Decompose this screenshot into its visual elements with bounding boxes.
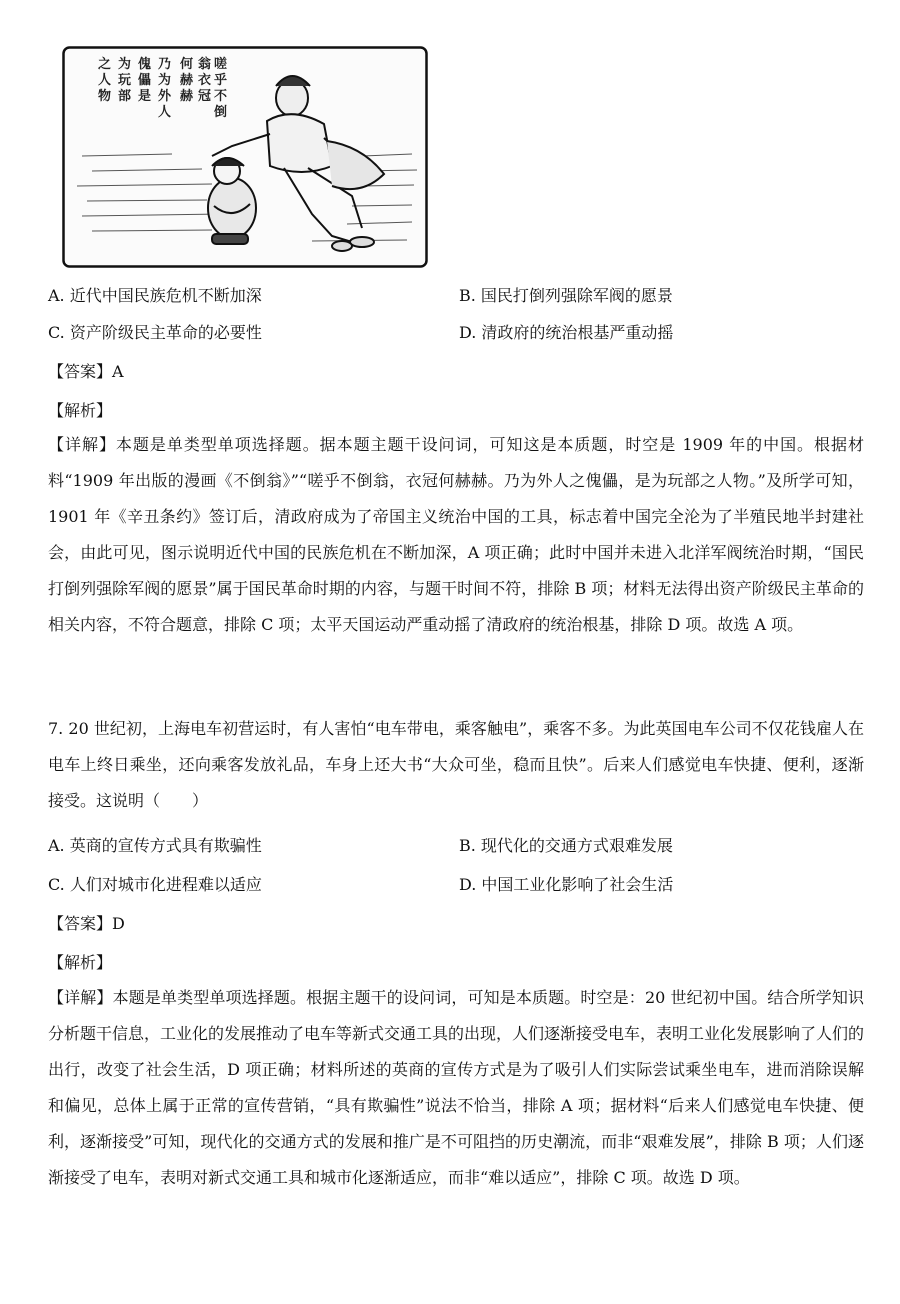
svg-text:翁: 翁 — [198, 57, 212, 72]
q7-answer: 【答案】D — [48, 914, 125, 933]
svg-text:乎: 乎 — [214, 73, 228, 88]
q7-stem: 7. 20 世纪初，上海电车初营运时，有人害怕“电车带电，乘客触电”，乘客不多。为此英国电车公司不仅花钱雇人在电车上终日乘坐，还向乘客发放礼品，车身上还大书“大众可坐，稳而且快”。后来人们感觉电车快捷、便利，逐渐接受。这说明（ ） — [48, 719, 864, 810]
q6-option-a: A. 近代中国民族危机不断加深 — [48, 286, 262, 305]
svg-text:部: 部 — [118, 89, 132, 104]
svg-text:倒: 倒 — [214, 105, 228, 120]
svg-text:傀: 傀 — [138, 57, 152, 72]
svg-text:玩: 玩 — [118, 73, 132, 88]
svg-text:为: 为 — [158, 73, 172, 88]
q7-option-b: B. 现代化的交通方式艰难发展 — [459, 836, 673, 855]
svg-text:衣: 衣 — [198, 73, 212, 88]
q7-options-row-2 — [48, 872, 868, 902]
q6-options-row-2 — [48, 320, 868, 350]
q6-answer: 【答案】A — [48, 362, 124, 381]
q7-option-d: D. 中国工业化影响了社会生活 — [459, 875, 674, 894]
svg-text:人: 人 — [158, 105, 172, 120]
svg-text:是: 是 — [138, 89, 152, 104]
q6-options-row-1 — [48, 283, 868, 313]
svg-text:物: 物 — [98, 89, 112, 104]
svg-text:赫: 赫 — [180, 89, 194, 104]
svg-text:之: 之 — [98, 57, 112, 72]
q7-option-c: C. 人们对城市化进程难以适应 — [48, 875, 262, 894]
svg-text:为: 为 — [118, 57, 132, 72]
svg-text:外: 外 — [158, 89, 172, 104]
svg-text:人: 人 — [98, 73, 112, 88]
svg-text:乃: 乃 — [158, 57, 172, 72]
svg-text:不: 不 — [214, 89, 228, 104]
q6-detail: 【详解】本题是单类型单项选择题。据本题主题干设问词，可知这是本质题，时空是 1909 年的中国。根据材料“1909 年出版的漫画《不倒翁》”“嗟乎不倒翁，衣冠何赫赫。乃为外人之傀儡，是为玩部之人物。”及所学可知，1901 年《辛丑条约》签订后，清政府成为了帝国主义统治中国的工具，标志着中国完全沦为了半殖民地半封建社会，由此可见，图示说明近代中国的民族危机在不断加深，A 项正确；此时中国并未进入北洋军阀统治时期，“国民打倒列强除军阀的愿景”属于国民革命时期的内容，与题干时间不符，排除 B 项；材料无法得出资产阶级民主革命的相关内容，不符合题意，排除 C 项；太平天国运动严重动摇了清政府的统治根基，排除 D 项。故选 A 项。 — [48, 435, 864, 634]
q7-options-row-1 — [48, 833, 868, 863]
q6-analysis-label: 【解析】 — [48, 401, 113, 420]
q6-option-b: B. 国民打倒列强除军阀的愿景 — [459, 286, 673, 305]
svg-text:冠: 冠 — [198, 89, 212, 104]
cartoon-drawing — [62, 46, 428, 268]
q7-analysis-label: 【解析】 — [48, 953, 113, 972]
q7-option-a: A. 英商的宣传方式具有欺骗性 — [48, 836, 262, 855]
q6-option-c: C. 资产阶级民主革命的必要性 — [48, 323, 262, 342]
q6-option-d: D. 清政府的统治根基严重动摇 — [459, 323, 674, 342]
cartoon-image — [62, 46, 428, 268]
svg-text:儡: 儡 — [138, 73, 152, 88]
svg-text:何: 何 — [180, 57, 194, 72]
q7-detail: 【详解】本题是单类型单项选择题。根据主题干的设问词，可知是本质题。时空是：20 世纪初中国。结合所学知识分析题干信息，工业化的发展推动了电车等新式交通工具的出现，人们逐渐接受电车，表明工业化发展影响了人们的出行，改变了社会生活，D 项正确；材料所述的英商的宣传方式是为了吸引人们实际尝试乘坐电车，进而消除误解和偏见，总体上属于正常的宣传营销，“具有欺骗性”说法不恰当，排除 A 项；据材料“后来人们感觉电车快捷、便利，逐渐接受”可知，现代化的交通方式的发展和推广是不可阻挡的历史潮流，而非“艰难发展”，排除 B 项；人们逐渐接受了电车，表明对新式交通工具和城市化逐渐适应，而非“难以适应”，排除 C 项。故选 D 项。 — [48, 988, 865, 1187]
svg-text:嗟: 嗟 — [214, 57, 228, 72]
svg-text:赫: 赫 — [180, 73, 194, 88]
